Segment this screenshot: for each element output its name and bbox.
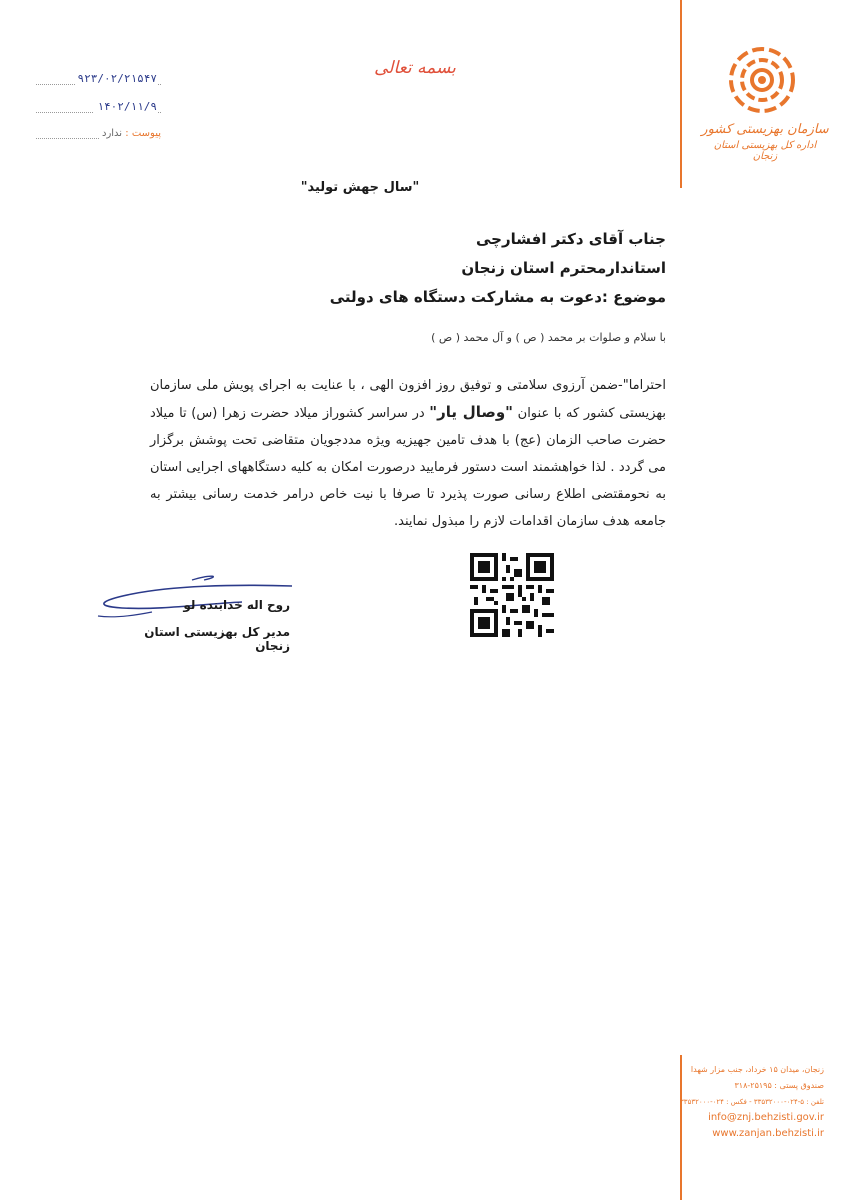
- letter-date: ۱۴۰۲/۱۱/۹: [94, 100, 157, 113]
- year-motto: "سال جهش تولید": [300, 180, 420, 195]
- letter-number: ۹۲۳/۰۲/۲۱۵۴۷: [75, 72, 157, 85]
- footer-phone: تلفن : ۵-۰۲۴-۳۳۵۳۲۰۰۰ - فکس : ۰۲۴-۳۳۵۳۲۰۰۰: [680, 1098, 824, 1106]
- org-name: سازمان بهزیستی کشور: [701, 122, 829, 137]
- letter-subject: موضوع :دعوت به مشارکت دستگاه های دولتی: [329, 288, 666, 306]
- attachment-field: [99, 128, 161, 139]
- recipient-line-1: جناب آقای دکتر افشارچی: [475, 230, 666, 248]
- attachment-value: ندارد: [102, 128, 123, 139]
- footer-email[interactable]: info@znj.behzisti.gov.ir: [708, 1112, 824, 1123]
- qr-code-icon: [470, 553, 554, 637]
- attachment-row: [36, 124, 161, 142]
- org-subtitle: اداره کل بهزیستی استان زنجان: [713, 140, 817, 162]
- behzisti-logo-icon: [722, 40, 802, 120]
- body-part-1: احتراما"-ضمن آرزوی سلامتی و توفیق روز افزون الهی ، با عنایت به اجرای پویش ملی سازمان بهزیستی کشور که با عنوان: [150, 378, 667, 421]
- signer-title: مدیر کل بهزیستی استان زنجان: [144, 625, 290, 653]
- bismillah: بسمه تعالی: [374, 58, 456, 78]
- letter-date-row: [36, 98, 161, 116]
- signer-name: روح اله خدابنده لو: [183, 598, 290, 612]
- header-divider: [680, 0, 682, 188]
- footer-website[interactable]: www.zanjan.behzisti.ir: [712, 1128, 824, 1139]
- footer-postbox: صندوق پستی : ۲۵۱۹۵-۳۱۸: [734, 1081, 824, 1090]
- footer-contact: [680, 1062, 824, 1142]
- greeting: با سلام و صلوات بر محمد ( ص ) و آل محمد ( ص ): [431, 331, 666, 344]
- attachment-label: پیوست :: [125, 128, 161, 139]
- letter-number-row: [36, 70, 161, 88]
- footer-divider: [680, 1055, 682, 1200]
- body-part-2: در سراسر کشوراز میلاد حضرت زهرا (س) تا میلاد حضرت صاحب الزمان (عج) با هدف تامین جهیزیه ویژه مددجویان متقاضی تحت پوشش برگزار می گردد . لذا خواهشمند است دستور فرمایید درصورت امکان به کلیه دستگاههای اجرایی استان به نحومقتضی اطلاع رسانی صورت پذیرد تا صرفا با نیت خاص درامر خدمت رسانی بیشتر به جامعه هدف سازمان اقدامات لازم را مبذول نمایند.: [150, 406, 666, 529]
- recipient-line-2: استاندارمحترم استان زنجان: [461, 259, 666, 277]
- letter-body: [150, 372, 666, 535]
- footer-address: زنجان، میدان ۱۵ خرداد، جنب مزار شهدا: [690, 1065, 824, 1074]
- campaign-name: "وصال یار": [429, 403, 514, 421]
